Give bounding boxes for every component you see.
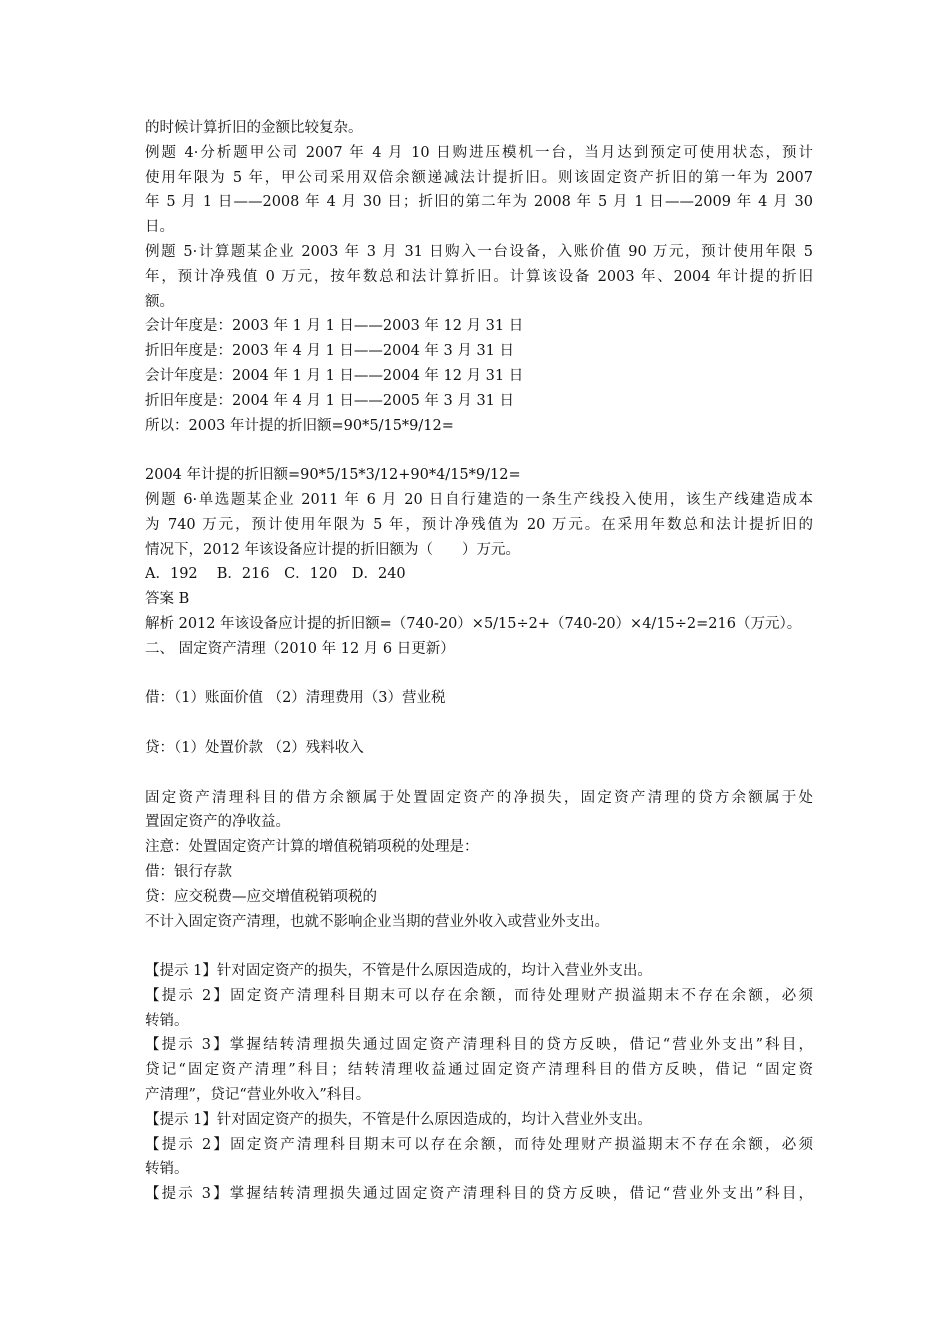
text-line: 2004 年计提的折旧额=90*5/15*3/12+90*4/15*9/12= (145, 467, 521, 484)
section-heading: 二、 固定资产清理（2010 年 12 月 6 日更新） (145, 640, 455, 657)
text-line: 转销。 (145, 1161, 189, 1178)
text-line: 解析 2012 年该设备应计提的折旧额=（740-20）×5/15÷2+（740-20）×4/15÷2=216（万元）。 (145, 615, 802, 632)
text-line: 年 5 月 1 日——2008 年 4 月 30 日；折旧的第二年为 2008 年 5 月 1 日——2009 年 4 月 30 (145, 194, 813, 211)
text-line: 置固定资产的净收益。 (145, 814, 290, 831)
text-line: 产清理”，贷记“营业外收入”科目。 (145, 1087, 371, 1104)
text-line: 年，预计净残值 0 万元，按年数总和法计算折旧。计算该设备 2003 年、2004 年计提的折旧 (145, 268, 813, 285)
blank-line (145, 761, 813, 786)
text-line: A．192 B．216 C．120 D．240 (145, 566, 406, 583)
tip-line: 【提示 1】针对固定资产的损失，不管是什么原因造成的，均计入营业外支出。 (145, 1111, 652, 1128)
document-page (145, 116, 813, 1207)
text-line: 贷记“固定资产清理”科目；结转清理收益通过固定资产清理科目的借方反映，借记 “固定资 (145, 1062, 813, 1079)
text-line: 借：银行存款 (145, 863, 232, 880)
tip-line: 【提示 3】掌握结转清理损失通过固定资产清理科目的贷方反映，借记“营业外支出”科目， (145, 1186, 813, 1203)
text-line: 会计年度是：2003 年 1 月 1 日——2003 年 12 月 31 日 (145, 318, 524, 335)
text-line: 折旧年度是：2004 年 4 月 1 日——2005 年 3 月 31 日 (145, 392, 515, 409)
tip-line: 【提示 2】固定资产清理科目期末可以存在余额，而待处理财产损溢期末不存在余额，必须 (145, 987, 813, 1004)
blank-line (145, 934, 813, 959)
text-line: 为 740 万元，预计使用年限为 5 年，预计净残值为 20 万元。在采用年数总和法计提折旧的 (145, 516, 813, 533)
text-line: 注意：处置固定资产计算的增值税销项税的处理是： (145, 839, 479, 856)
text-line: 日。 (145, 219, 174, 236)
tip-line: 【提示 2】固定资产清理科目期末可以存在余额，而待处理财产损溢期末不存在余额，必须 (145, 1136, 813, 1153)
text-line: 贷：应交税费—应交增值税销项税的 (145, 888, 377, 905)
text-line: 借：（1）账面价值 （2）清理费用（3）营业税 (145, 690, 446, 707)
text-line: 固定资产清理科目的借方余额属于处置固定资产的净损失，固定资产清理的贷方余额属于处 (145, 789, 813, 806)
text-line: 折旧年度是：2003 年 4 月 1 日——2004 年 3 月 31 日 (145, 343, 515, 360)
text-line: 答案 B (145, 591, 190, 608)
blank-line (145, 662, 813, 687)
text-line: 贷：（1）处置价款 （2）残料收入 (145, 739, 364, 756)
text-line: 例题 6·单选题某企业 2011 年 6 月 20 日自行建造的一条生产线投入使用，该生产线建造成本 (145, 491, 813, 508)
blank-line (145, 438, 813, 463)
text-line: 转销。 (145, 1012, 189, 1029)
tip-line: 【提示 3】掌握结转清理损失通过固定资产清理科目的贷方反映，借记“营业外支出”科目， (145, 1037, 813, 1054)
blank-line (145, 711, 813, 736)
text-line: 的时候计算折旧的金额比较复杂。 (145, 120, 363, 136)
text-line: 例题 4·分析题甲公司 2007 年 4 月 10 日购进压模机一台，当月达到预定可使用状态，预计 (145, 144, 813, 161)
tip-line: 【提示 1】针对固定资产的损失，不管是什么原因造成的，均计入营业外支出。 (145, 963, 652, 980)
text-line: 所以：2003 年计提的折旧额=90*5/15*9/12= (145, 417, 454, 434)
text-line: 额。 (145, 293, 174, 310)
text-line: 使用年限为 5 年，甲公司采用双倍余额递减法计提折旧。则该固定资产折旧的第一年为 2007 (145, 169, 813, 186)
text-line: 例题 5·计算题某企业 2003 年 3 月 31 日购入一台设备，入账价值 90 万元，预计使用年限 5 (145, 243, 813, 260)
text-line: 会计年度是：2004 年 1 月 1 日——2004 年 12 月 31 日 (145, 367, 524, 384)
text-line: 情况下，2012 年该设备应计提的折旧额为（ ）万元。 (145, 541, 521, 558)
text-line: 不计入固定资产清理，也就不影响企业当期的营业外收入或营业外支出。 (145, 913, 609, 930)
